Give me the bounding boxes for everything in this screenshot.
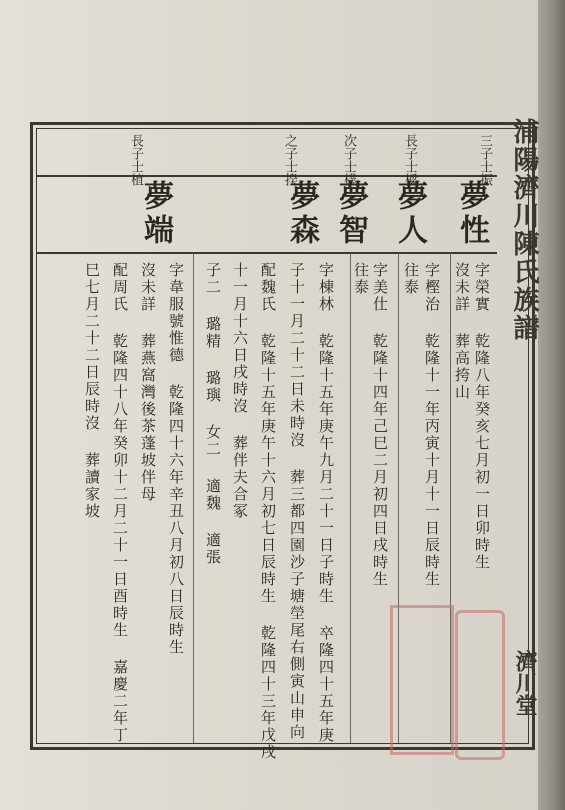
entry-5-line-3: 配周氏 乾隆四十八年癸卯十二月二十一日酉時生 嘉慶二年丁 <box>111 262 129 744</box>
entry-4-line-1: 字棟林 乾隆十五年庚午九月二十一日子時生 卒隆四十五年庚 <box>317 262 335 744</box>
entry-2-line-2: 往泰 <box>402 262 420 296</box>
rank-note-3: 次子士樸 <box>341 134 356 186</box>
entry-5-line-2: 沒未詳 葬燕窩灣後茶蓬坡伴母 <box>139 262 157 503</box>
rank-note-4: 之子士揆 <box>282 134 297 186</box>
gen-name-4: 夢森 <box>284 180 319 248</box>
entry-3-line-2: 往泰 <box>352 262 370 296</box>
entry-1-line-1: 字榮實 乾隆八年癸亥七月初一日卯時生 <box>473 262 491 571</box>
entry-3-line-1: 字美仕 乾隆十四年己巳二月初四日戌時生 <box>371 262 389 588</box>
gen-name-3: 夢智 <box>333 180 368 248</box>
entry-4-line-2: 子十一月二十二日未時沒 葬三都四園沙子塘塋尾右側寅山申向 <box>288 262 306 741</box>
col-sep-4 <box>193 253 194 743</box>
entry-2-line-1: 字樫治 乾隆十一年丙寅十月十一日辰時生 <box>423 262 441 588</box>
book-title: 浦陽濟川陳氏族譜 <box>509 118 539 342</box>
gen-name-5: 夢端 <box>138 180 173 248</box>
red-seal-stamp-2 <box>455 610 505 760</box>
entry-5-line-1: 字韋服號惟德 乾隆四十六年辛丑八月初八日辰時生 <box>167 262 185 656</box>
gen-name-1: 夢性 <box>454 180 489 248</box>
entry-4-line-3: 配魏氏 乾隆十五年庚午十六月初七日辰時生 乾隆四十三年戊戌 <box>259 262 277 761</box>
rank-note-5: 長子士植 <box>128 134 143 186</box>
entry-4-line-4: 十一月十六日戌時沒 葬伴夫合冢 <box>231 262 249 520</box>
band-divider-top <box>37 175 497 177</box>
entry-4-line-5: 子二 璐精 璐璵 女二 適魏 適張 <box>204 262 222 566</box>
red-seal-stamp <box>390 605 454 755</box>
col-sep-3 <box>350 253 351 743</box>
gen-name-2: 夢人 <box>392 180 427 248</box>
band-divider-bottom <box>37 252 497 254</box>
rank-note-1: 三子士振 <box>477 134 492 186</box>
entry-1-line-2: 沒未詳 葬高挎山 <box>453 262 471 401</box>
rank-note-2: 長子士樑 <box>402 134 417 186</box>
volume-label: 濟川堂 <box>512 650 538 716</box>
entry-5-line-4: 巳七月二十二日辰時沒 葬讀家坡 <box>83 262 101 520</box>
